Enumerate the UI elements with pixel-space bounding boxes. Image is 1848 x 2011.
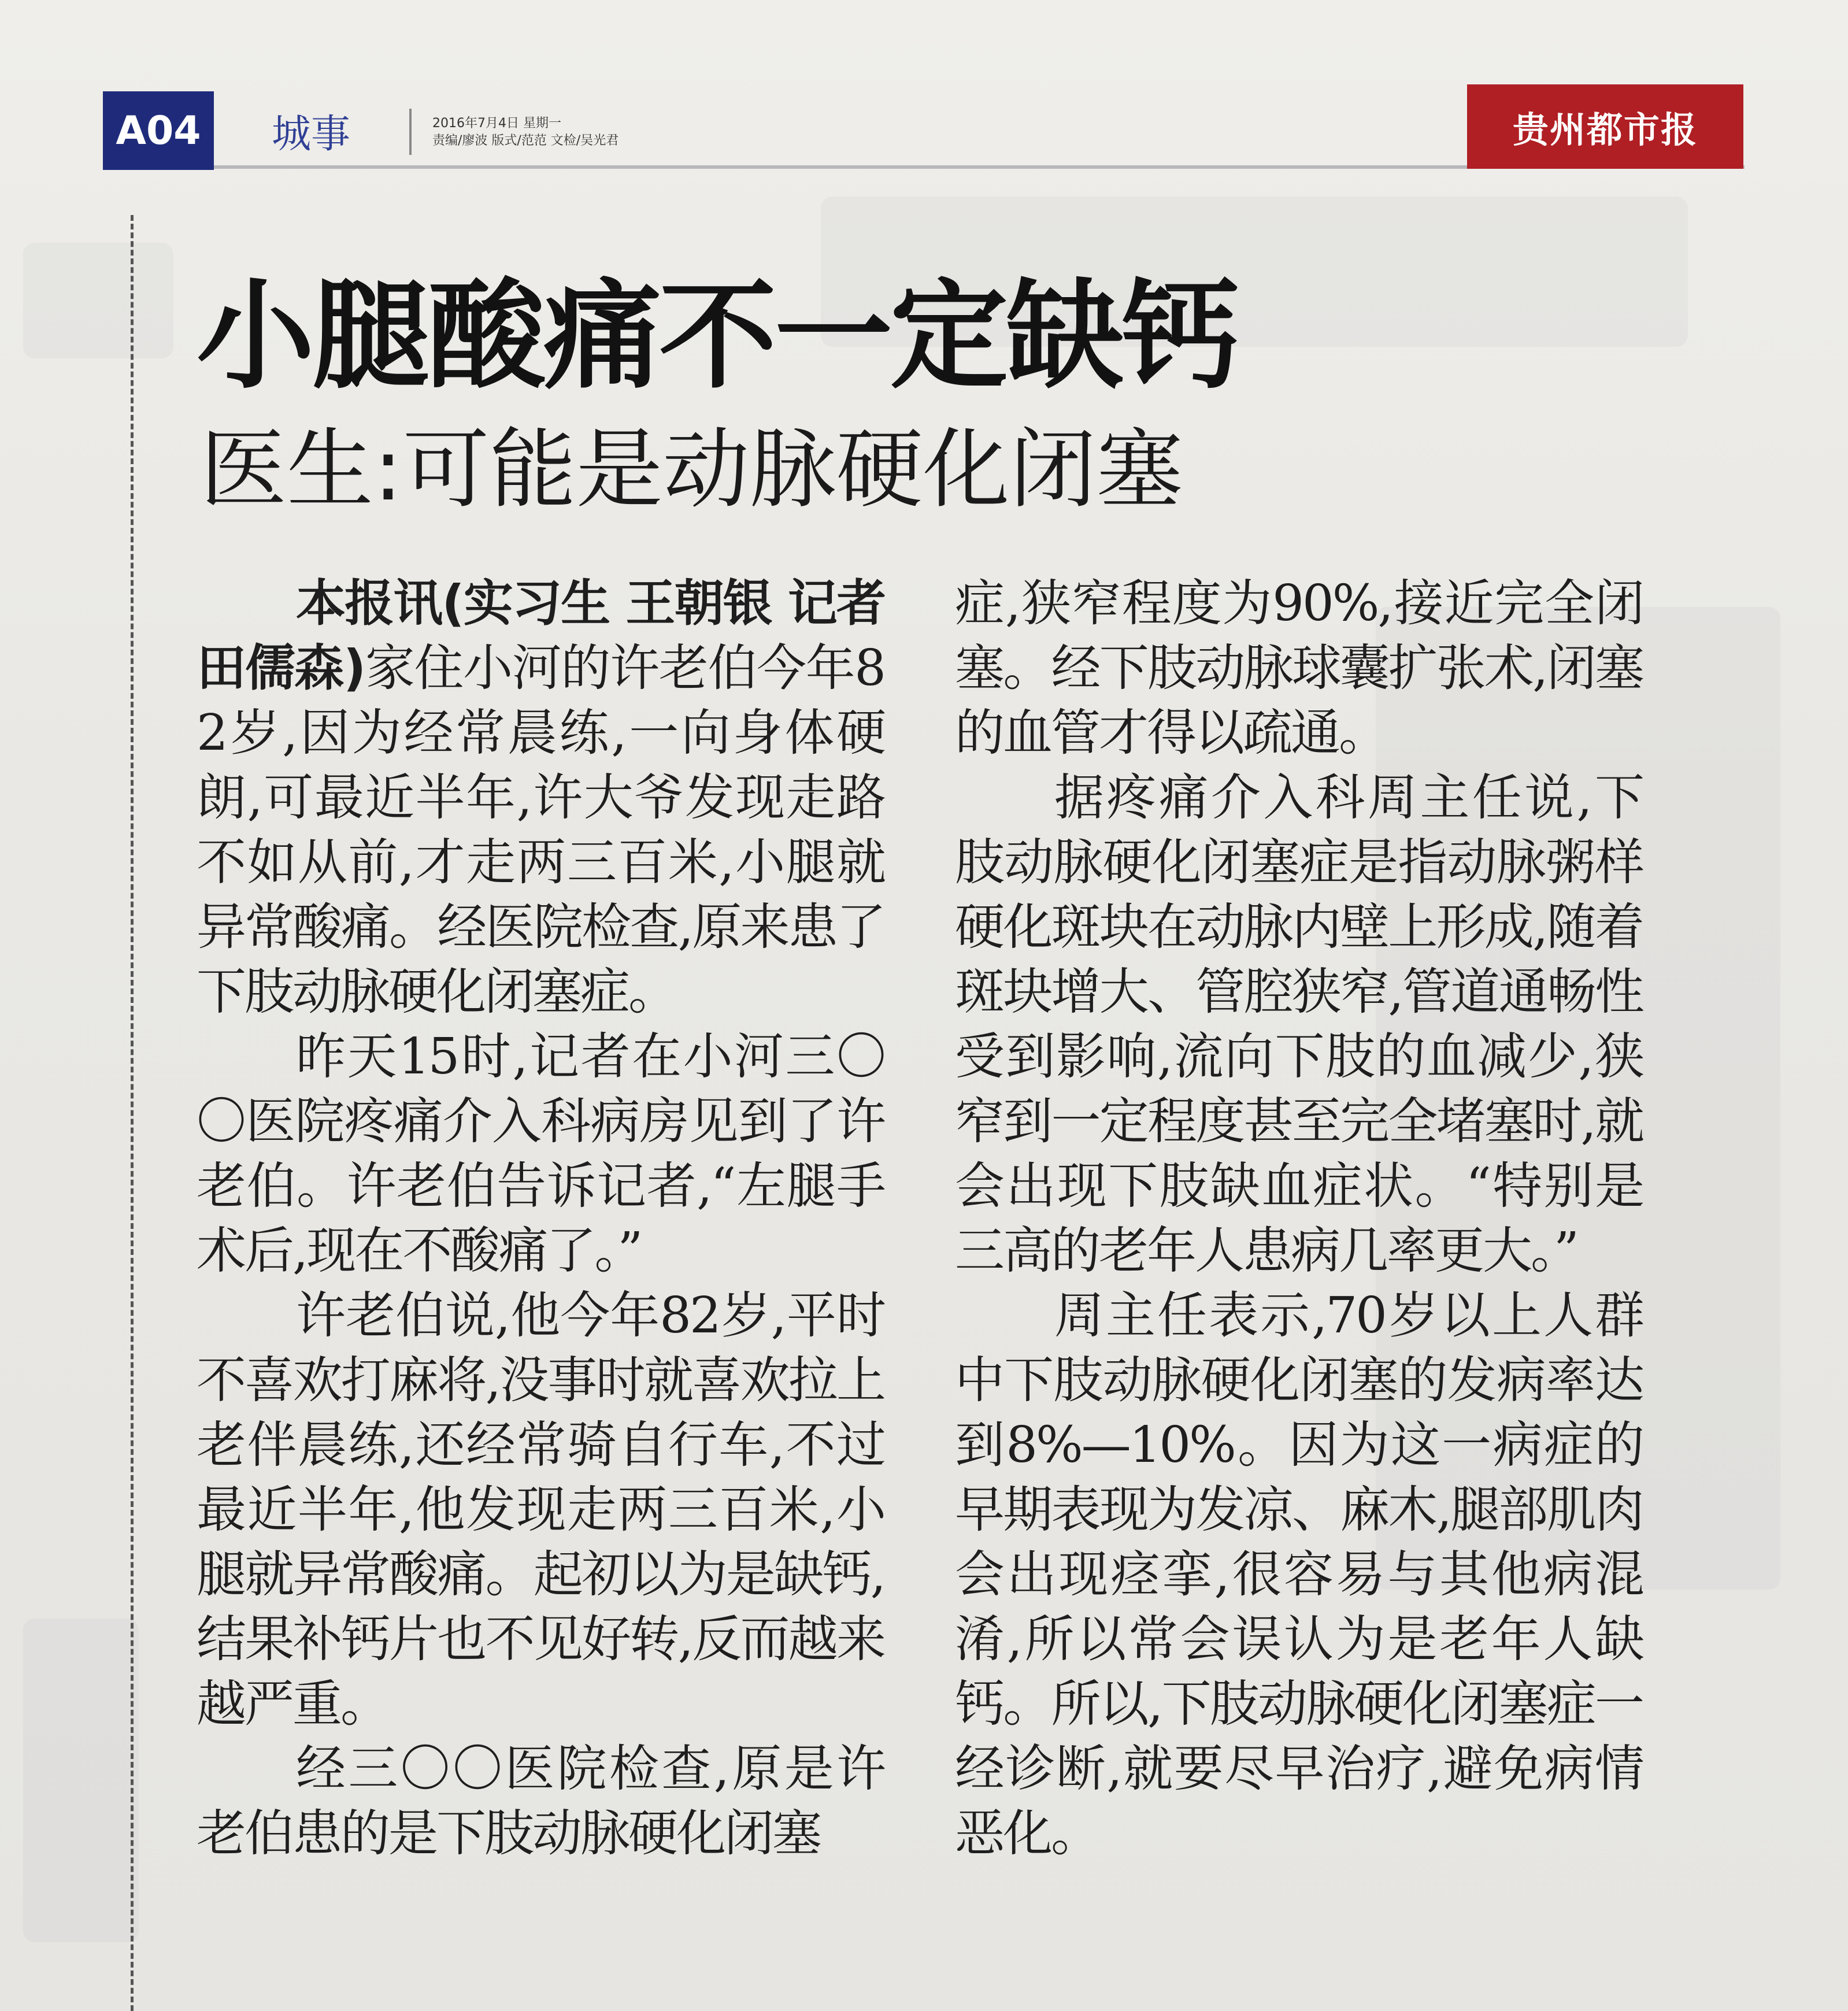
article-paragraph: 本报讯(实习生 王朝银 记者 田儒森)家住小河的许老伯今年82岁,因为经常晨练,一向身体硬朗,可最近半年,许大爷发现走路不如从前,才走两三百米,小腿就异常酸痛。经医院检查,原来患了下肢动脉硬化闭塞症。 (197, 575, 884, 1021)
article-subheadline: 医生:可能是动脉硬化闭塞 (200, 420, 1183, 520)
header-divider (409, 109, 412, 155)
article-column-left (197, 571, 884, 1866)
bleed-through-ghost (23, 1619, 139, 1942)
section-title: 城事 (272, 112, 351, 157)
page-number-badge: A04 (103, 91, 214, 170)
article-paragraph: 经三〇〇医院检查,原是许老伯患的是下肢动脉硬化闭塞 (197, 1740, 884, 1862)
article-dateline: 本报讯(实习生 王朝银 记者 田儒森) (197, 575, 884, 697)
editor-credits: 责编/廖波 版式/范范 文检/吴光君 (432, 134, 619, 148)
article-column-right (955, 571, 1643, 1866)
article-paragraph: 周主任表示,70岁以上人群中下肢动脉硬化闭塞的发病率达到8%—10%。因为这一病症的早期表现为发凉、麻木,腿部肌肉会出现痉挛,很容易与其他病混淆,所以常会误认为是老年人缺钙。所以,下肢动脉硬化闭塞症一经诊断,就要尽早治疗,避免病情恶化。 (955, 1287, 1643, 1862)
article-headline: 小腿酸痛不一定缺钙 (197, 268, 1237, 405)
column-rule (131, 215, 134, 2011)
issue-date: 2016年7月4日 星期一 (432, 116, 561, 131)
bleed-through-ghost (23, 243, 173, 358)
article-paragraph: 据疼痛介入科周主任说,下肢动脉硬化闭塞症是指动脉粥样硬化斑块在动脉内壁上形成,随着斑块增大、管腔狭窄,管道通畅性受到影响,流向下肢的血减少,狭窄到一定程度甚至完全堵塞时,就会出现下肢缺血症状。“特别是三高的老年人患病几率更大。” (955, 769, 1643, 1280)
publication-logo: 贵州都市报 (1467, 84, 1743, 169)
article-paragraph: 许老伯说,他今年82岁,平时不喜欢打麻将,没事时就喜欢拉上老伴晨练,还经常骑自行车,不过最近半年,他发现走两三百米,小腿就异常酸痛。起初以为是缺钙,结果补钙片也不见好转,反而越来越严重。 (197, 1287, 884, 1733)
article-paragraph: 症,狭窄程度为90%,接近完全闭塞。经下肢动脉球囊扩张术,闭塞的血管才得以疏通。 (955, 575, 1643, 762)
article-paragraph: 昨天15时,记者在小河三〇〇医院疼痛介入科病房见到了许老伯。许老伯告诉记者,“左腿手术后,现在不酸痛了。” (197, 1028, 884, 1280)
